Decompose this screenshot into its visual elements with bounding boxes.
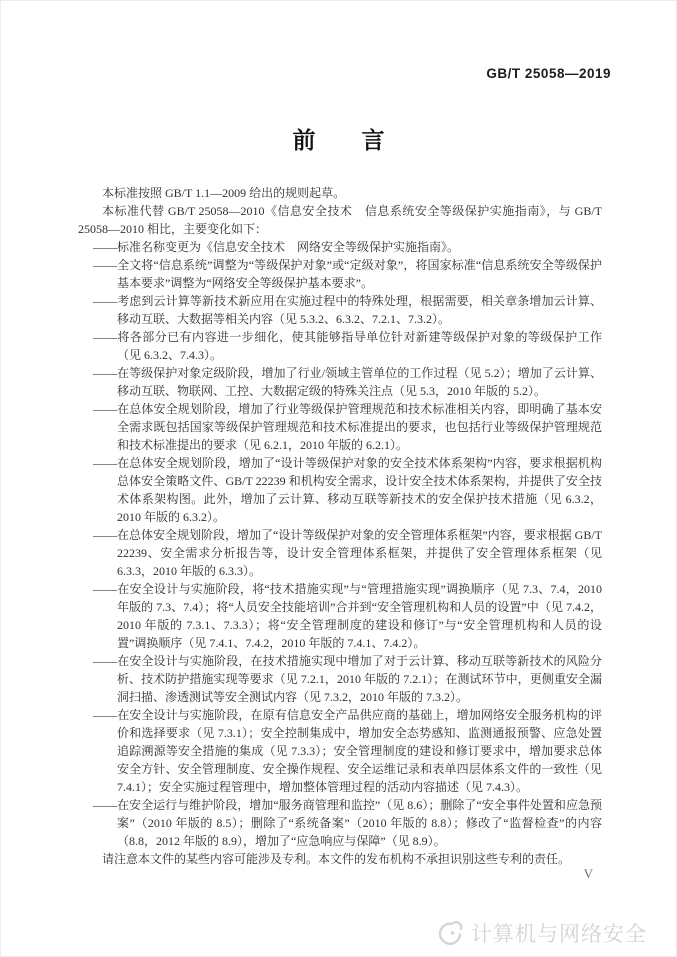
change-list-item: ——在等级保护对象定级阶段，增加了行业/领域主管单位的工作过程（见 5.2）；增加了云计算、移动互联、物联网、工控、大数据定级的特殊关注点（见 5.3，2010 年版的 5.2）。	[93, 366, 602, 398]
change-list-item: ——考虑到云计算等新技术新应用在实施过程中的特殊处理，根据需要，相关章条增加云计算、移动互联、大数据等相关内容（见 5.3.2、6.3.2、7.2.1、7.3.2）。	[93, 294, 602, 326]
foreword-body	[78, 184, 602, 868]
page-number: V	[583, 866, 593, 881]
watermark	[435, 918, 647, 948]
change-list-item: ——在总体安全规划阶段，增加了行业等级保护管理规范和技术标准相关内容，即明确了基本安全需求既包括国家等级保护管理规范和技术标准提出的要求，也包括行业等级保护管理规范和技术标准提出的要求（见 6.2.1，2010 年版的 6.2.1）。	[93, 402, 602, 452]
change-list-item: ——在安全设计与实施阶段，将“技术措施实现”与“管理措施实现”调换顺序（见 7.3、7.4，2010 年版的 7.3、7.4）；将“人员安全技能培训”合并到“安全管理机构和人员的设置”中（见 7.4.2，2010 年版的 7.3.1、7.3.3）；将“安全管理制度的建设和修订”与“安全管理机构和人员的设置”调换顺序（见 7.4.1、7.4.2，2010 年版的 7.4.1、7.4.2）。	[93, 582, 602, 650]
change-list-item: ——在总体安全规划阶段，增加了“设计等级保护对象的安全技术体系架构”内容，要求根据机构总体安全策略文件、GB/T 22239 和机构安全需求，设计安全技术体系架构，并提供了安全技术体系架构图。此外，增加了云计算、移动互联等新技术的安全保护技术措施（见 6.3.2，2010 年版的 6.3.2）。	[93, 456, 602, 524]
watermark-logo-icon	[435, 918, 465, 948]
change-list-item: ——全文将“信息系统”调整为“等级保护对象”或“定级对象”，将国家标准“信息系统安全等级保护基本要求”调整为“网络安全等级保护基本要求”。	[93, 258, 602, 290]
change-list-item: ——将各部分已有内容进一步细化，使其能够指导单位针对新建等级保护对象的等级保护工作（见 6.3.2、7.4.3）。	[93, 330, 602, 362]
page-title: 前 言	[292, 127, 385, 153]
foreword-paragraph: 本标准代替 GB/T 25058—2010《信息安全技术 信息系统安全等级保护实施指南》，与 GB/T 25058—2010 相比，主要变化如下：	[78, 204, 602, 236]
change-list-item: ——在总体安全规划阶段，增加了“设计等级保护对象的安全管理体系框架”内容，要求根据 GB/T 22239、安全需求分析报告等，设计安全管理体系框架，并提供了安全管理体系框架（见 6.3.3，2010 年版的 6.3.3）。	[93, 528, 602, 578]
change-list-item: ——在安全设计与实施阶段，在原有信息安全产品供应商的基础上，增加网络安全服务机构的评价和选择要求（见 7.3.1）；安全控制集成中，增加安全态势感知、监测通报预警、应急处置追踪溯源等安全措施的集成（见 7.3.3）；安全管理制度的建设和修订要求中，增加要求总体安全方针、安全管理制度、安全操作规程、安全运维记录和表单四层体系文件的一致性（见 7.4.1）；安全实施过程管理中，增加整体管理过程的活动内容描述（见 7.4.3）。	[93, 708, 602, 794]
foreword-paragraph: 本标准按照 GB/T 1.1—2009 给出的规则起草。	[102, 186, 346, 200]
change-list-item: ——在安全运行与维护阶段，增加“服务商管理和监控”（见 8.6）；删除了“安全事件处置和应急预案”（2010 年版的 8.5）；删除了“系统备案”（2010 年版的 8.8）；修改了“监督检查”的内容（8.8，2012 年版的 8.9），增加了“应急响应与保障”（见 8.9）。	[93, 798, 602, 848]
change-list-item: ——标准名称变更为《信息安全技术 网络安全等级保护实施指南》。	[93, 240, 460, 254]
watermark-text: 计算机与网络安全	[471, 923, 647, 946]
document-code: GB/T 25058—2019	[486, 66, 611, 81]
patent-note: 请注意本文件的某些内容可能涉及专利。本文件的发布机构不承担识别这些专利的责任。	[102, 852, 571, 866]
change-list-item: ——在安全设计与实施阶段，在技术措施实现中增加了对于云计算、移动互联等新技术的风险分析、技术防护措施实现等要求（见 7.2.1，2010 年版的 7.2.1）；在测试环节中，更侧重安全漏洞扫描、渗透测试等安全测试内容（见 7.3.2，2010 年版的 7.3.2）。	[93, 654, 602, 704]
